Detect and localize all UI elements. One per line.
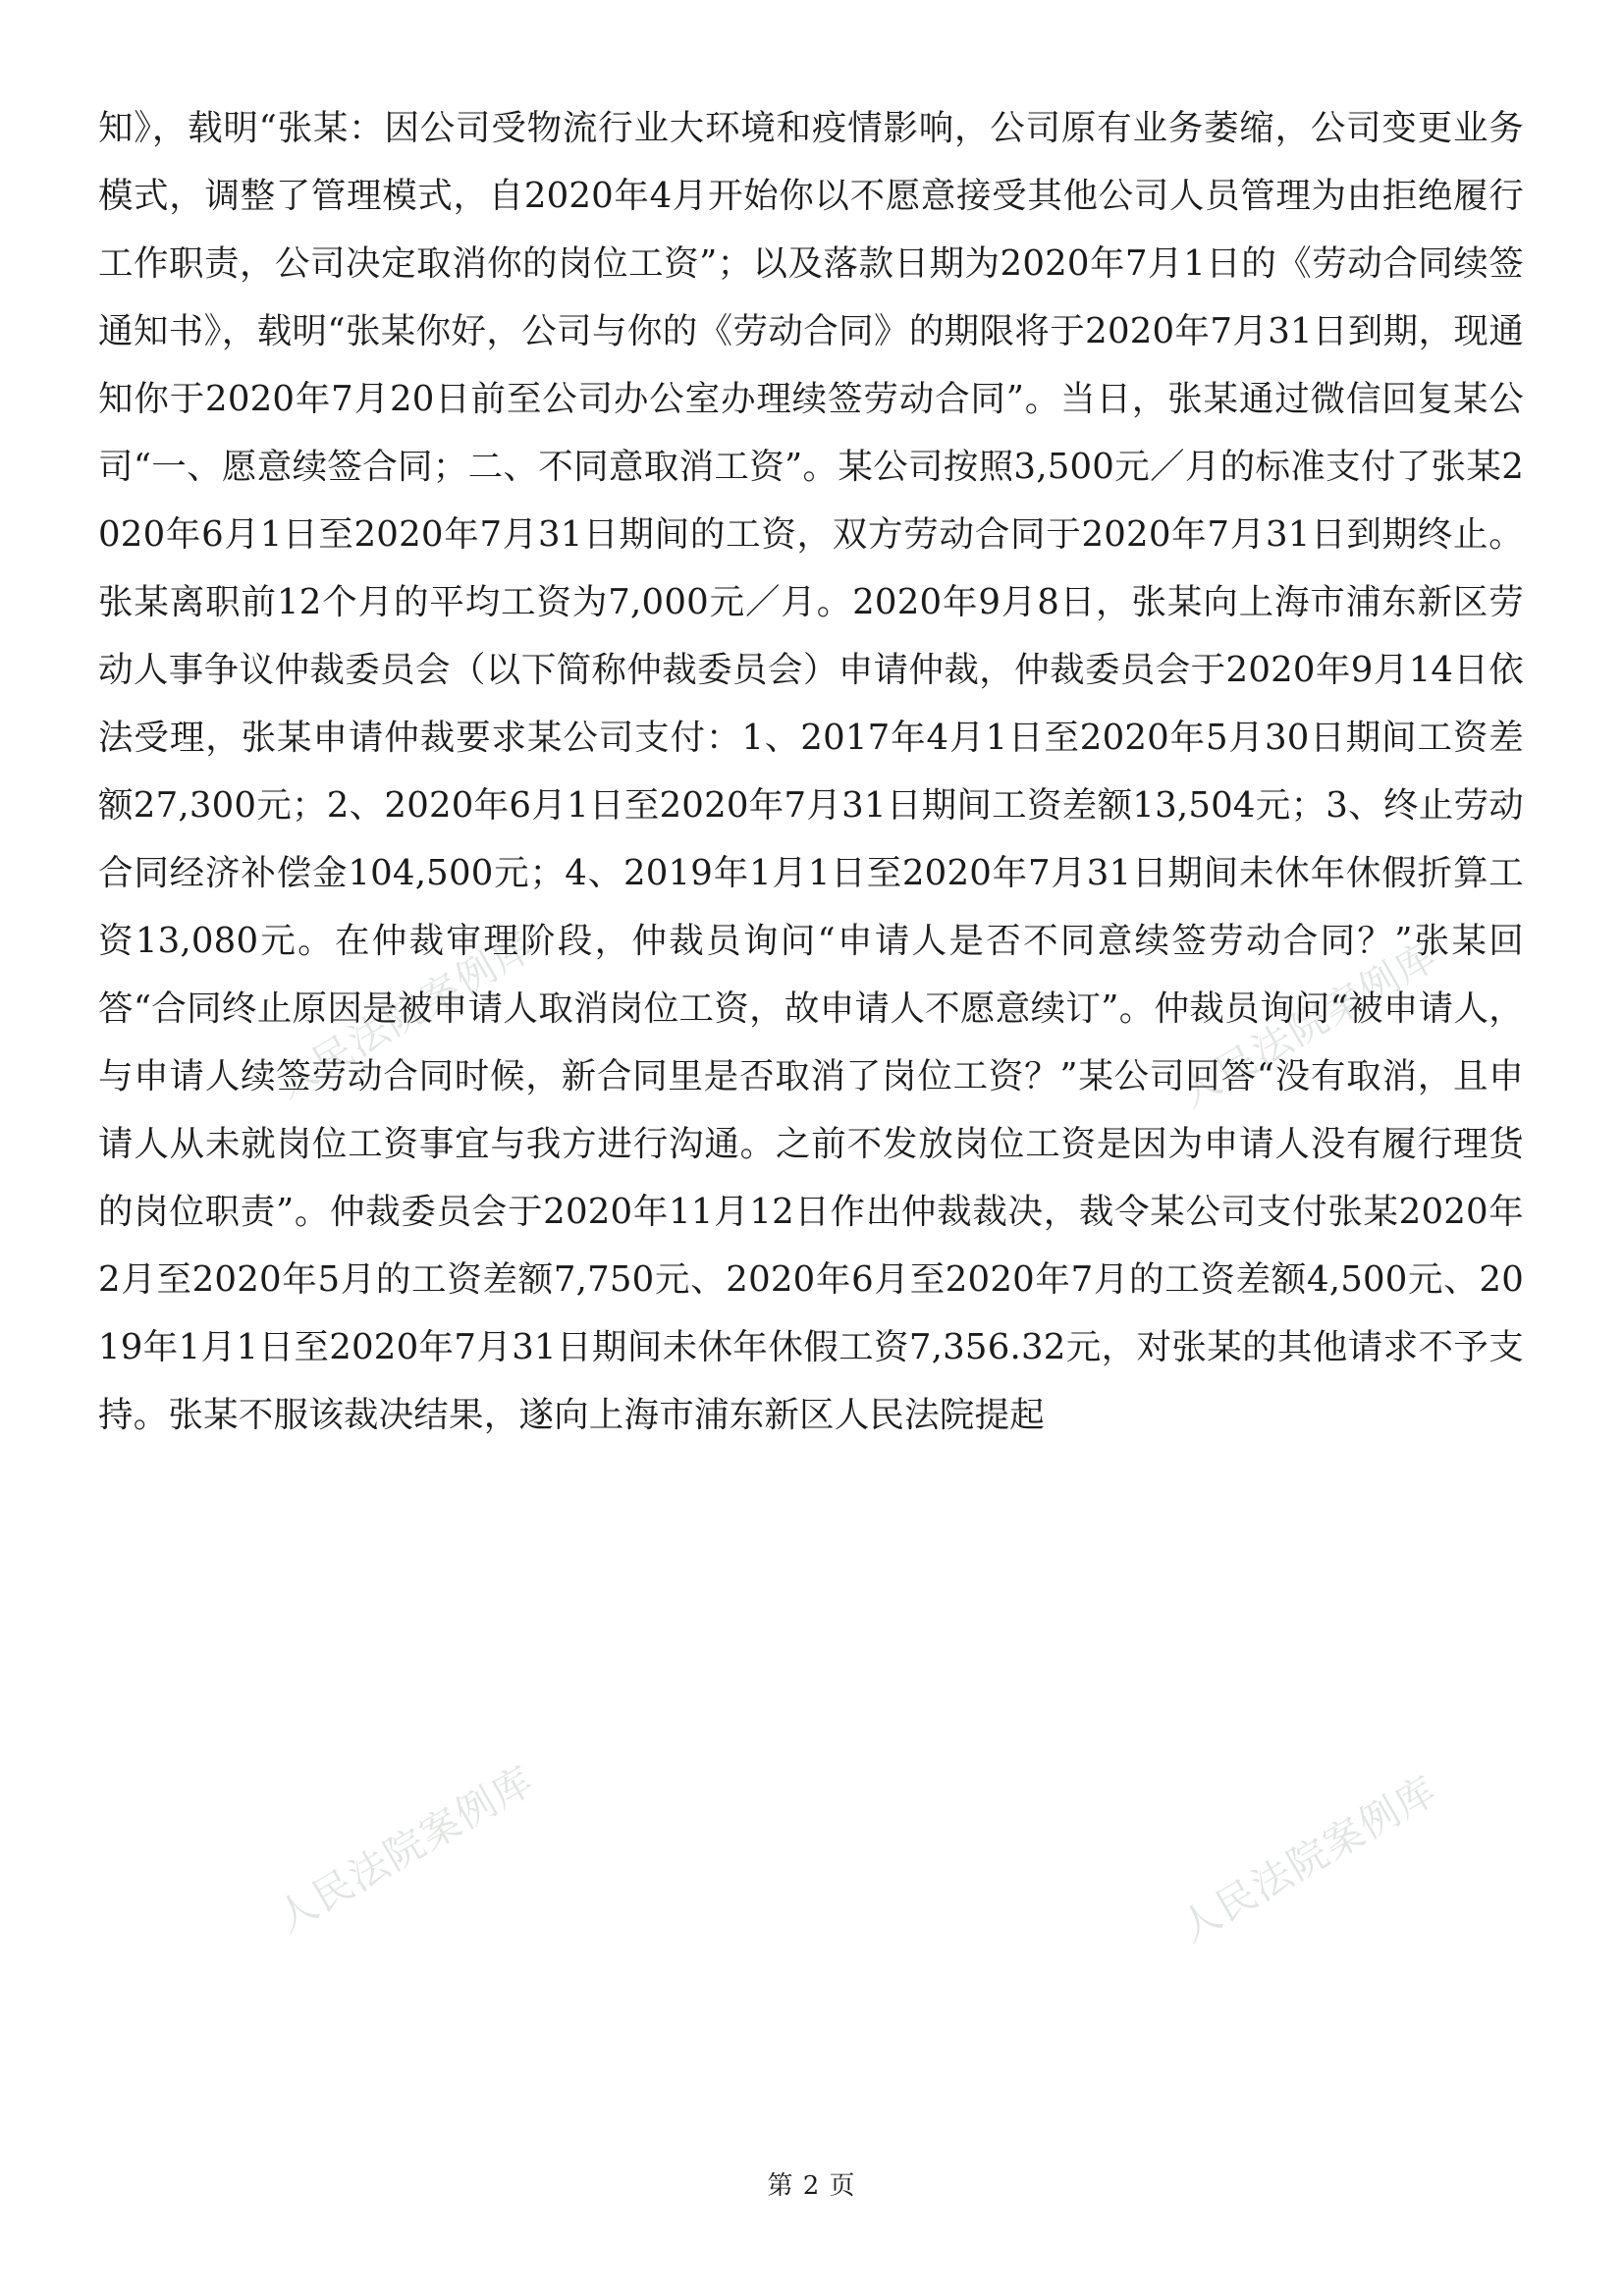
watermark-text: 人民法院案例库 [269,1757,543,1942]
document-body-text: 知》，载明“张某：因公司受物流行业大环境和疫情影响，公司原有业务萎缩，公司变更业务模式，调整了管理模式，自2020年4月开始你以不愿意接受其他公司人员管理为由拒绝履行工作职责，公司决定取消你的岗位工资”；以及落款日期为2020年7月1日的《劳动合同续签通知书》，载明“张某你好，公司与你的《劳动合同》的期限将于2020年7月31日到期，现通知你于2020年7月20日前至公司办公室办理续签劳动合同”。当日，张某通过微信回复某公司“一、愿意续签合同；二、不同意取消工资”。某公司按照3,500元／月的标准支付了张某2020年6月1日至2020年7月31日期间的工资，双方劳动合同于2020年7月31日到期终止。张某离职前12个月的平均工资为7,000元／月。2020年9月8日，张某向上海市浦东新区劳动人事争议仲裁委员会（以下简称仲裁委员会）申请仲裁，仲裁委员会于2020年9月14日依法受理，张某申请仲裁要求某公司支付：1、2017年4月1日至2020年5月30日期间工资差额27,300元；2、2020年6月1日至2020年7月31日期间工资差额13,504元；3、终止劳动合同经济补偿金104,500元；4、2019年1月1日至2020年7月31日期间未休年休假折算工资13,080元。在仲裁审理阶段，仲裁员询问“申请人是否不同意续签劳动合同？”张某回答“合同终止原因是被申请人取消岗位工资，故申请人不愿意续订”。仲裁员询问“被申请人，与申请人续签劳动合同时候，新合同里是否取消了岗位工资？”某公司回答“没有取消，且申请人从未就岗位工资事宜与我方进行沟通。之前不发放岗位工资是因为申请人没有履行理货的岗位职责”。仲裁委员会于2020年11月12日作出仲裁裁决，裁令某公司支付张某2020年2月至2020年5月的工资差额7,750元、2020年6月至2020年7月的工资差额4,500元、2019年1月1日至2020年7月31日期间未休年休假工资7,356.32元，对张某的其他请求不予支持。张某不服该裁决结果，遂向上海市浦东新区人民法院提起 [98,108,1524,1435]
page-number-footer: 第 2 页 [767,2171,856,2201]
watermark-text: 人民法院案例库 [1172,1767,1446,1951]
watermark-text: 人民法院案例库 [269,923,543,1107]
watermark-text: 人民法院案例库 [1172,933,1446,1117]
